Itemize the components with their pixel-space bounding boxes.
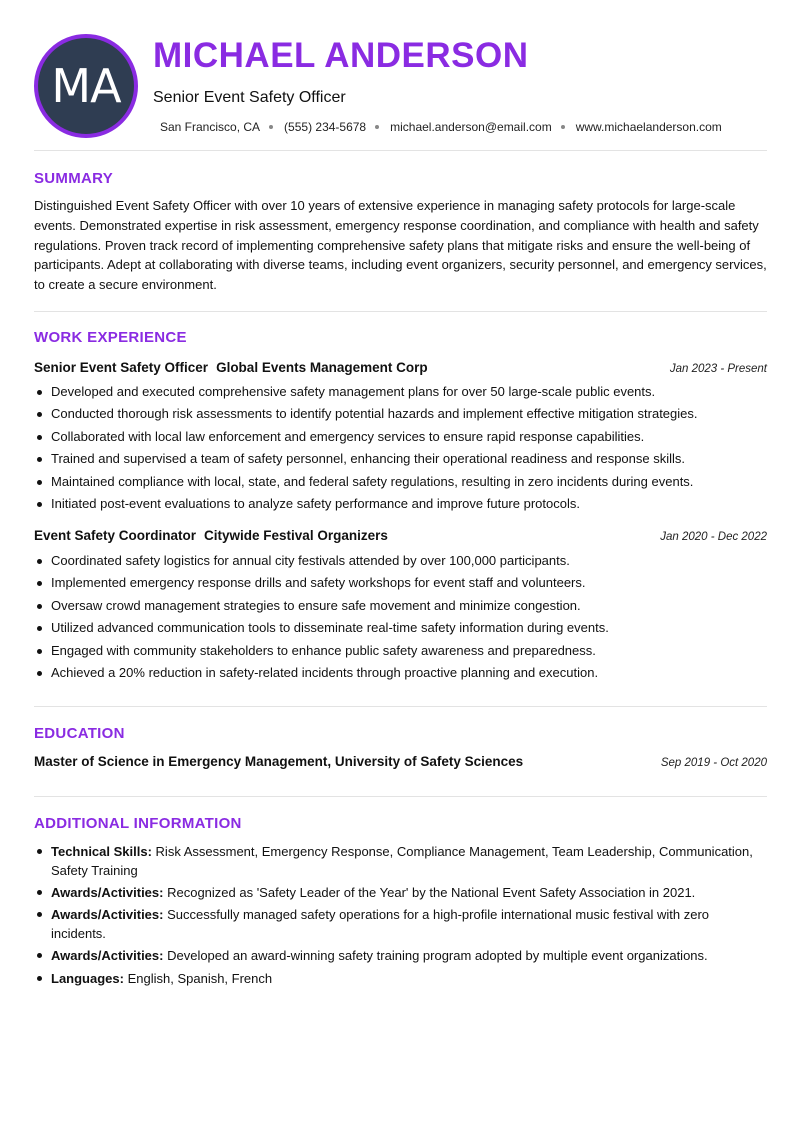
list-item: Achieved a 20% reduction in safety-related incidents through proactive planning and execution. xyxy=(34,665,767,681)
job-role-company xyxy=(34,359,428,377)
item-label: Awards/Activities: xyxy=(51,907,164,922)
education-dates: Sep 2019 - Oct 2020 xyxy=(660,757,767,769)
job-role: Senior Event Safety Officer xyxy=(34,360,209,375)
item-text: English, Spanish, French xyxy=(127,971,273,986)
divider xyxy=(34,150,767,151)
experience-heading: WORK EXPERIENCE xyxy=(34,329,187,346)
item-text: Successfully managed safety operations for a high-profile international music festival with zero incidents. xyxy=(51,907,710,941)
contact-bar xyxy=(160,120,722,134)
item-text: Recognized as 'Safety Leader of the Year' by the National Event Safety Association in 2021. xyxy=(167,885,696,900)
job-header xyxy=(34,527,767,545)
avatar xyxy=(34,34,138,138)
list-item xyxy=(34,905,767,943)
contact-phone: (555) 234-5678 xyxy=(284,120,367,134)
contact-email: michael.anderson@email.com xyxy=(390,120,552,134)
list-item: Implemented emergency response drills and safety workshops for event staff and volunteers. xyxy=(34,575,767,591)
separator-dot xyxy=(375,125,379,129)
divider xyxy=(34,796,767,797)
list-item: Initiated post-event evaluations to analyze safety performance and improve future protocols. xyxy=(34,496,767,512)
separator-dot xyxy=(561,125,565,129)
item-label: Technical Skills: xyxy=(51,844,152,859)
education-entry xyxy=(34,754,767,769)
avatar-initials: MA xyxy=(51,59,121,113)
list-item: Conducted thorough risk assessments to identify potential hazards and implement effective mitigation strategies. xyxy=(34,406,767,422)
candidate-title: Senior Event Safety Officer xyxy=(153,89,346,106)
list-item xyxy=(34,946,767,965)
job-role: Event Safety Coordinator xyxy=(34,528,197,543)
job-company: Global Events Management Corp xyxy=(216,360,428,375)
job-bullets xyxy=(34,384,767,518)
list-item: Developed and executed comprehensive safety management plans for over 50 large-scale public events. xyxy=(34,384,767,400)
item-label: Languages: xyxy=(51,971,124,986)
item-text: Risk Assessment, Emergency Response, Compliance Management, Team Leadership, Communication, Safety Training xyxy=(51,844,753,878)
contact-location: San Francisco, CA xyxy=(160,120,261,134)
item-text: Developed an award-winning safety training program adopted by multiple event organizations. xyxy=(167,948,708,963)
list-item xyxy=(34,883,767,902)
list-item xyxy=(34,842,767,880)
summary-heading: SUMMARY xyxy=(34,170,114,187)
divider xyxy=(34,311,767,312)
list-item: Maintained compliance with local, state, and federal safety regulations, resulting in zero incidents during events. xyxy=(34,474,767,490)
job-dates: Jan 2023 - Present xyxy=(669,363,767,375)
education-degree: Master of Science in Emergency Management, University of Safety Sciences xyxy=(34,754,524,769)
education-heading: EDUCATION xyxy=(34,725,125,742)
list-item: Collaborated with local law enforcement and emergency services to ensure rapid response capabilities. xyxy=(34,429,767,445)
job-bullets xyxy=(34,553,767,687)
job-dates: Jan 2020 - Dec 2022 xyxy=(660,531,767,543)
divider xyxy=(34,706,767,707)
item-label: Awards/Activities: xyxy=(51,885,164,900)
list-item: Trained and supervised a team of safety personnel, enhancing their operational readiness and response skills. xyxy=(34,451,767,467)
candidate-name: MICHAEL ANDERSON xyxy=(153,36,529,75)
list-item: Utilized advanced communication tools to disseminate real-time safety information during events. xyxy=(34,620,767,636)
list-item xyxy=(34,969,767,988)
additional-heading: ADDITIONAL INFORMATION xyxy=(34,815,242,832)
contact-website: www.michaelanderson.com xyxy=(575,120,722,134)
additional-list xyxy=(34,842,767,991)
summary-text: Distinguished Event Safety Officer with over 10 years of extensive experience in managing safety protocols for large-scale events. Demonstrated expertise in risk assessment, emergency response coordination, and compliance with health and safety regulations. Proven track record of implementing comprehensive safety plans that mitigate risks and ensure the well-being of participants. Adept at collaborating with diverse teams, including event organizers, security personnel, and emergency services, to create a secure environment. xyxy=(34,198,767,293)
list-item: Oversaw crowd management strategies to ensure safe movement and minimize congestion. xyxy=(34,598,767,614)
list-item: Engaged with community stakeholders to enhance public safety awareness and preparedness. xyxy=(34,643,767,659)
item-label: Awards/Activities: xyxy=(51,948,164,963)
list-item: Coordinated safety logistics for annual city festivals attended by over 100,000 participants. xyxy=(34,553,767,569)
job-role-company xyxy=(34,527,388,545)
separator-dot xyxy=(269,125,273,129)
job-header xyxy=(34,359,767,377)
job-company: Citywide Festival Organizers xyxy=(204,528,388,543)
